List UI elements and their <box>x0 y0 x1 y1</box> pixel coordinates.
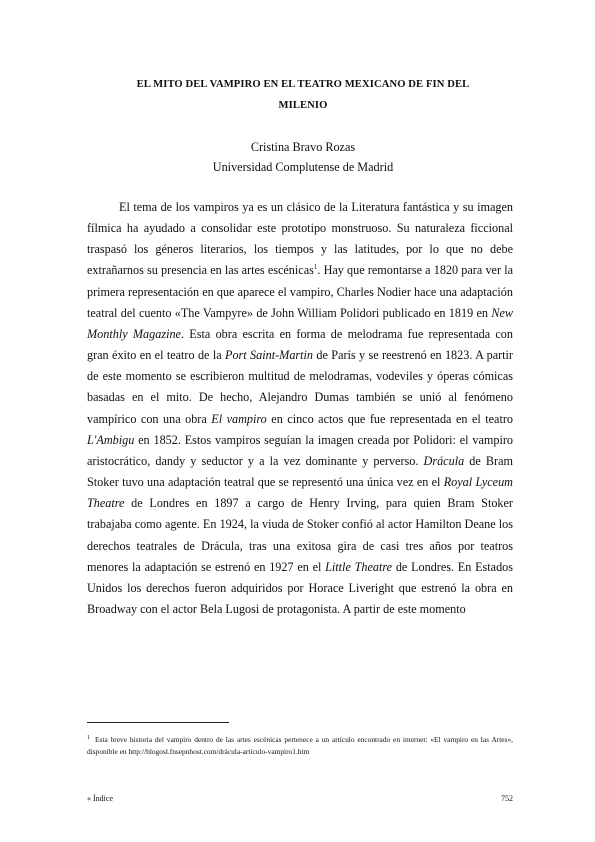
body-text-segment: en cinco actos que fue representada en el teatro <box>266 411 514 426</box>
italic-title: L'Ambigu <box>87 432 135 447</box>
index-link[interactable]: « Índice <box>87 794 113 803</box>
italic-title: Port Saint-Martin <box>225 348 314 363</box>
body-text-segment: de Londres en 1897 a cargo de Henry Irving, para quien Bram Stoker trabajaba como agente. En 1924, la viuda de Stoker confió al actor Hamilton Deane los derechos teatrales de Drácula, tras una exitosa gira de casi tres años por teatros menores la adaptación se estrenó en 1927 en el <box>87 496 513 574</box>
footnote-text: Esta breve historia del vampiro dentro de las artes escénicas pertenece a un artículo encontrado en internet: «El vampiro en las Artes», disponible en http://blogosl.fnsepnhost.com/drácula-articulo-vampiro1.htm <box>87 735 513 756</box>
footnote-divider <box>87 722 229 723</box>
body-text-segment: en 1852. Estos vampiros seguían la imagen creada por Polidori: el vampiro aristocrático, dandy y seductor y a la vez dominante y perverso. <box>87 432 513 468</box>
footnote <box>87 734 513 757</box>
author-block <box>90 137 516 177</box>
title-line-1: EL MITO DEL VAMPIRO EN EL TEATRO MEXICANO DE FIN DEL <box>136 79 470 90</box>
italic-title: Little Theatre <box>325 559 393 574</box>
body-paragraph <box>87 197 513 620</box>
body-text-segment: . Hay que remontarse a 1820 para ver la primera representación en que aparece el vampiro, Charles Nodier hace una adaptación teatral del cuento «The Vampyre» de John William Polidori publicado en 1819 en <box>87 263 513 320</box>
footnote-reference[interactable]: 1 <box>313 263 318 272</box>
page-number: 752 <box>501 794 513 803</box>
footnote-number: 1 <box>87 734 90 741</box>
italic-title: New Monthly Magazine <box>87 305 513 341</box>
body-text-segment: . Esta obra escrita en forma de melodrama fue representada con gran éxito en el teatro de la <box>87 326 513 363</box>
author-affiliation: Universidad Complutense de Madrid <box>212 160 394 174</box>
body-text-segment: de Londres. En Estados Unidos los derechos fueron adquiridos por Horace Liveright que estrenó la obra en Broadway con el actor Bela Lugosi de protagonista. A partir de este momento <box>87 559 514 616</box>
body-text-segment: de París y se reestrenó en 1823. A partir de este momento se escribieron multitud de melodramas, vodeviles y óperas cómicas basadas en el mito. De hecho, Alejandro Dumas también se unió al fenómeno vampírico con una obra <box>87 348 513 426</box>
author-name: Cristina Bravo Rozas <box>250 140 356 154</box>
body-text-segment: El tema de los vampiros ya es un clásico de la Literatura fantástica y su imagen fílmica ha ayudado a consolidar este prototipo monstruoso. Su naturaleza ficcional traspasó los géneros literarios, los tiempos y las latitudes, por lo que no debe extrañarnos su presencia en las artes escénicas <box>87 200 513 278</box>
italic-title: Royal Lyceum Theatre <box>87 475 513 511</box>
body-text-segment: de Bram Stoker tuvo una adaptación teatral que se representó una única vez en el <box>87 453 513 490</box>
title-line-2: MILENIO <box>278 100 328 111</box>
italic-title: El vampiro <box>211 411 267 426</box>
italic-title: Drácula <box>423 453 465 468</box>
paper-title <box>90 74 516 116</box>
